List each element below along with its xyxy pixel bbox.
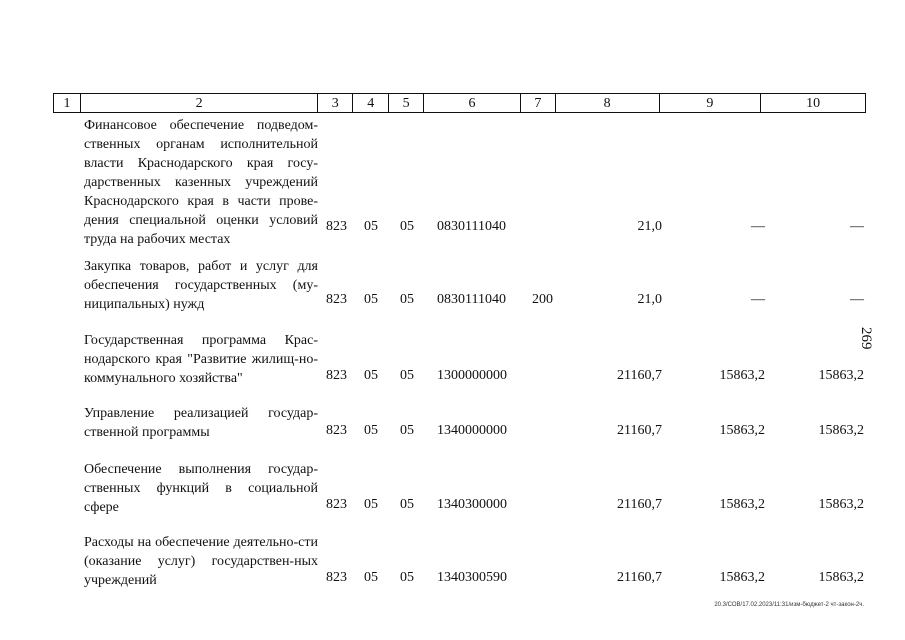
- row-name: Расходы на обеспечение деятельно-сти (оказание услуг) государствен-ных учреждений: [84, 535, 318, 588]
- row-name: Обеспечение выполнения государ-ственных функций в социальной сфере: [84, 462, 318, 515]
- cell-sum-2025: 15863,2: [818, 570, 864, 585]
- header-col-10: 10: [806, 96, 821, 111]
- cell-sum-2025: —: [850, 292, 864, 307]
- cell-sum-2024: 15863,2: [719, 423, 765, 438]
- cell-csr: 0830111040: [437, 292, 506, 307]
- cell-sum-2025: —: [850, 219, 864, 234]
- cell-pr: 05: [400, 368, 414, 383]
- table-row: [0, 116, 905, 247]
- header-col-1: 1: [54, 94, 81, 112]
- cell-rz: 05: [364, 292, 378, 307]
- cell-sum-2023: 21,0: [637, 292, 662, 307]
- cell-csr: 1340300000: [437, 497, 507, 512]
- cell-rz: 05: [364, 570, 378, 585]
- header-col-3: 3: [318, 94, 353, 112]
- cell-sum-2023: 21160,7: [617, 497, 662, 512]
- table-row: [0, 404, 905, 440]
- cell-sum-2023: 21160,7: [617, 368, 662, 383]
- cell-sum-2024: 15863,2: [719, 497, 765, 512]
- cell-rz: 05: [364, 219, 378, 234]
- cell-sum-2025: 15863,2: [818, 423, 864, 438]
- cell-rz: 05: [364, 497, 378, 512]
- table-row: [0, 460, 905, 514]
- row-name: Закупка товаров, работ и услуг для обеспечения государственных (му-ниципальных) нужд: [84, 259, 318, 312]
- cell-sum-2024: 15863,2: [719, 368, 765, 383]
- table-row: [0, 331, 905, 385]
- header-col-6: 6: [424, 94, 521, 112]
- cell-pub: 823: [326, 368, 347, 383]
- cell-csr: 1300000000: [437, 368, 507, 383]
- cell-pub: 823: [326, 423, 347, 438]
- cell-pub: 823: [326, 570, 347, 585]
- cell-csr: 1340000000: [437, 423, 507, 438]
- cell-pr: 05: [400, 219, 414, 234]
- cell-rz: 05: [364, 368, 378, 383]
- table-row: [0, 257, 905, 312]
- row-name: Государственная программа Крас-нодарского края "Развитие жилищ-но-коммунального хозяйства": [84, 333, 318, 386]
- table-header-row: [53, 93, 866, 113]
- cell-sum-2024: 15863,2: [719, 570, 765, 585]
- cell-csr: 1340300590: [437, 570, 507, 585]
- header-col-2: 2: [81, 94, 318, 112]
- cell-pub: 823: [326, 497, 347, 512]
- header-col-7: 7: [521, 94, 556, 112]
- cell-pr: 05: [400, 570, 414, 585]
- cell-sum-2024: —: [751, 219, 765, 234]
- cell-sum-2023: 21,0: [637, 219, 662, 234]
- footer-code: 20.3/СОВ/17.02.2023/11:31/изм-бюджет-2 чт-закон-2ч.: [714, 602, 864, 608]
- cell-pub: 823: [326, 219, 347, 234]
- cell-pr: 05: [400, 423, 414, 438]
- cell-sum-2023: 21160,7: [617, 570, 662, 585]
- cell-sum-2023: 21160,7: [617, 423, 662, 438]
- cell-pr: 05: [400, 292, 414, 307]
- cell-sum-2024: —: [751, 292, 765, 307]
- row-name: Финансовое обеспечение подведом-ственных органам исполнительной власти Краснодарского края госу-дарственных казенных учреждений Краснодарского края в части прове-дения специальной оценки условий труда на рабочих местах: [84, 118, 318, 247]
- header-col-4: 4: [353, 94, 389, 112]
- header-col-9: 9: [660, 94, 762, 112]
- cell-rz: 05: [364, 423, 378, 438]
- header-col-5: 5: [389, 94, 424, 112]
- table-row: [0, 533, 905, 587]
- page-number: 269: [858, 327, 874, 350]
- cell-sum-2025: 15863,2: [818, 368, 864, 383]
- row-name: Управление реализацией государ-ственной программы: [84, 406, 318, 440]
- cell-pr: 05: [400, 497, 414, 512]
- cell-pub: 823: [326, 292, 347, 307]
- cell-csr: 0830111040: [437, 219, 506, 234]
- cell-sum-2025: 15863,2: [818, 497, 864, 512]
- cell-vr: 200: [532, 292, 553, 307]
- header-col-8: 8: [556, 94, 660, 112]
